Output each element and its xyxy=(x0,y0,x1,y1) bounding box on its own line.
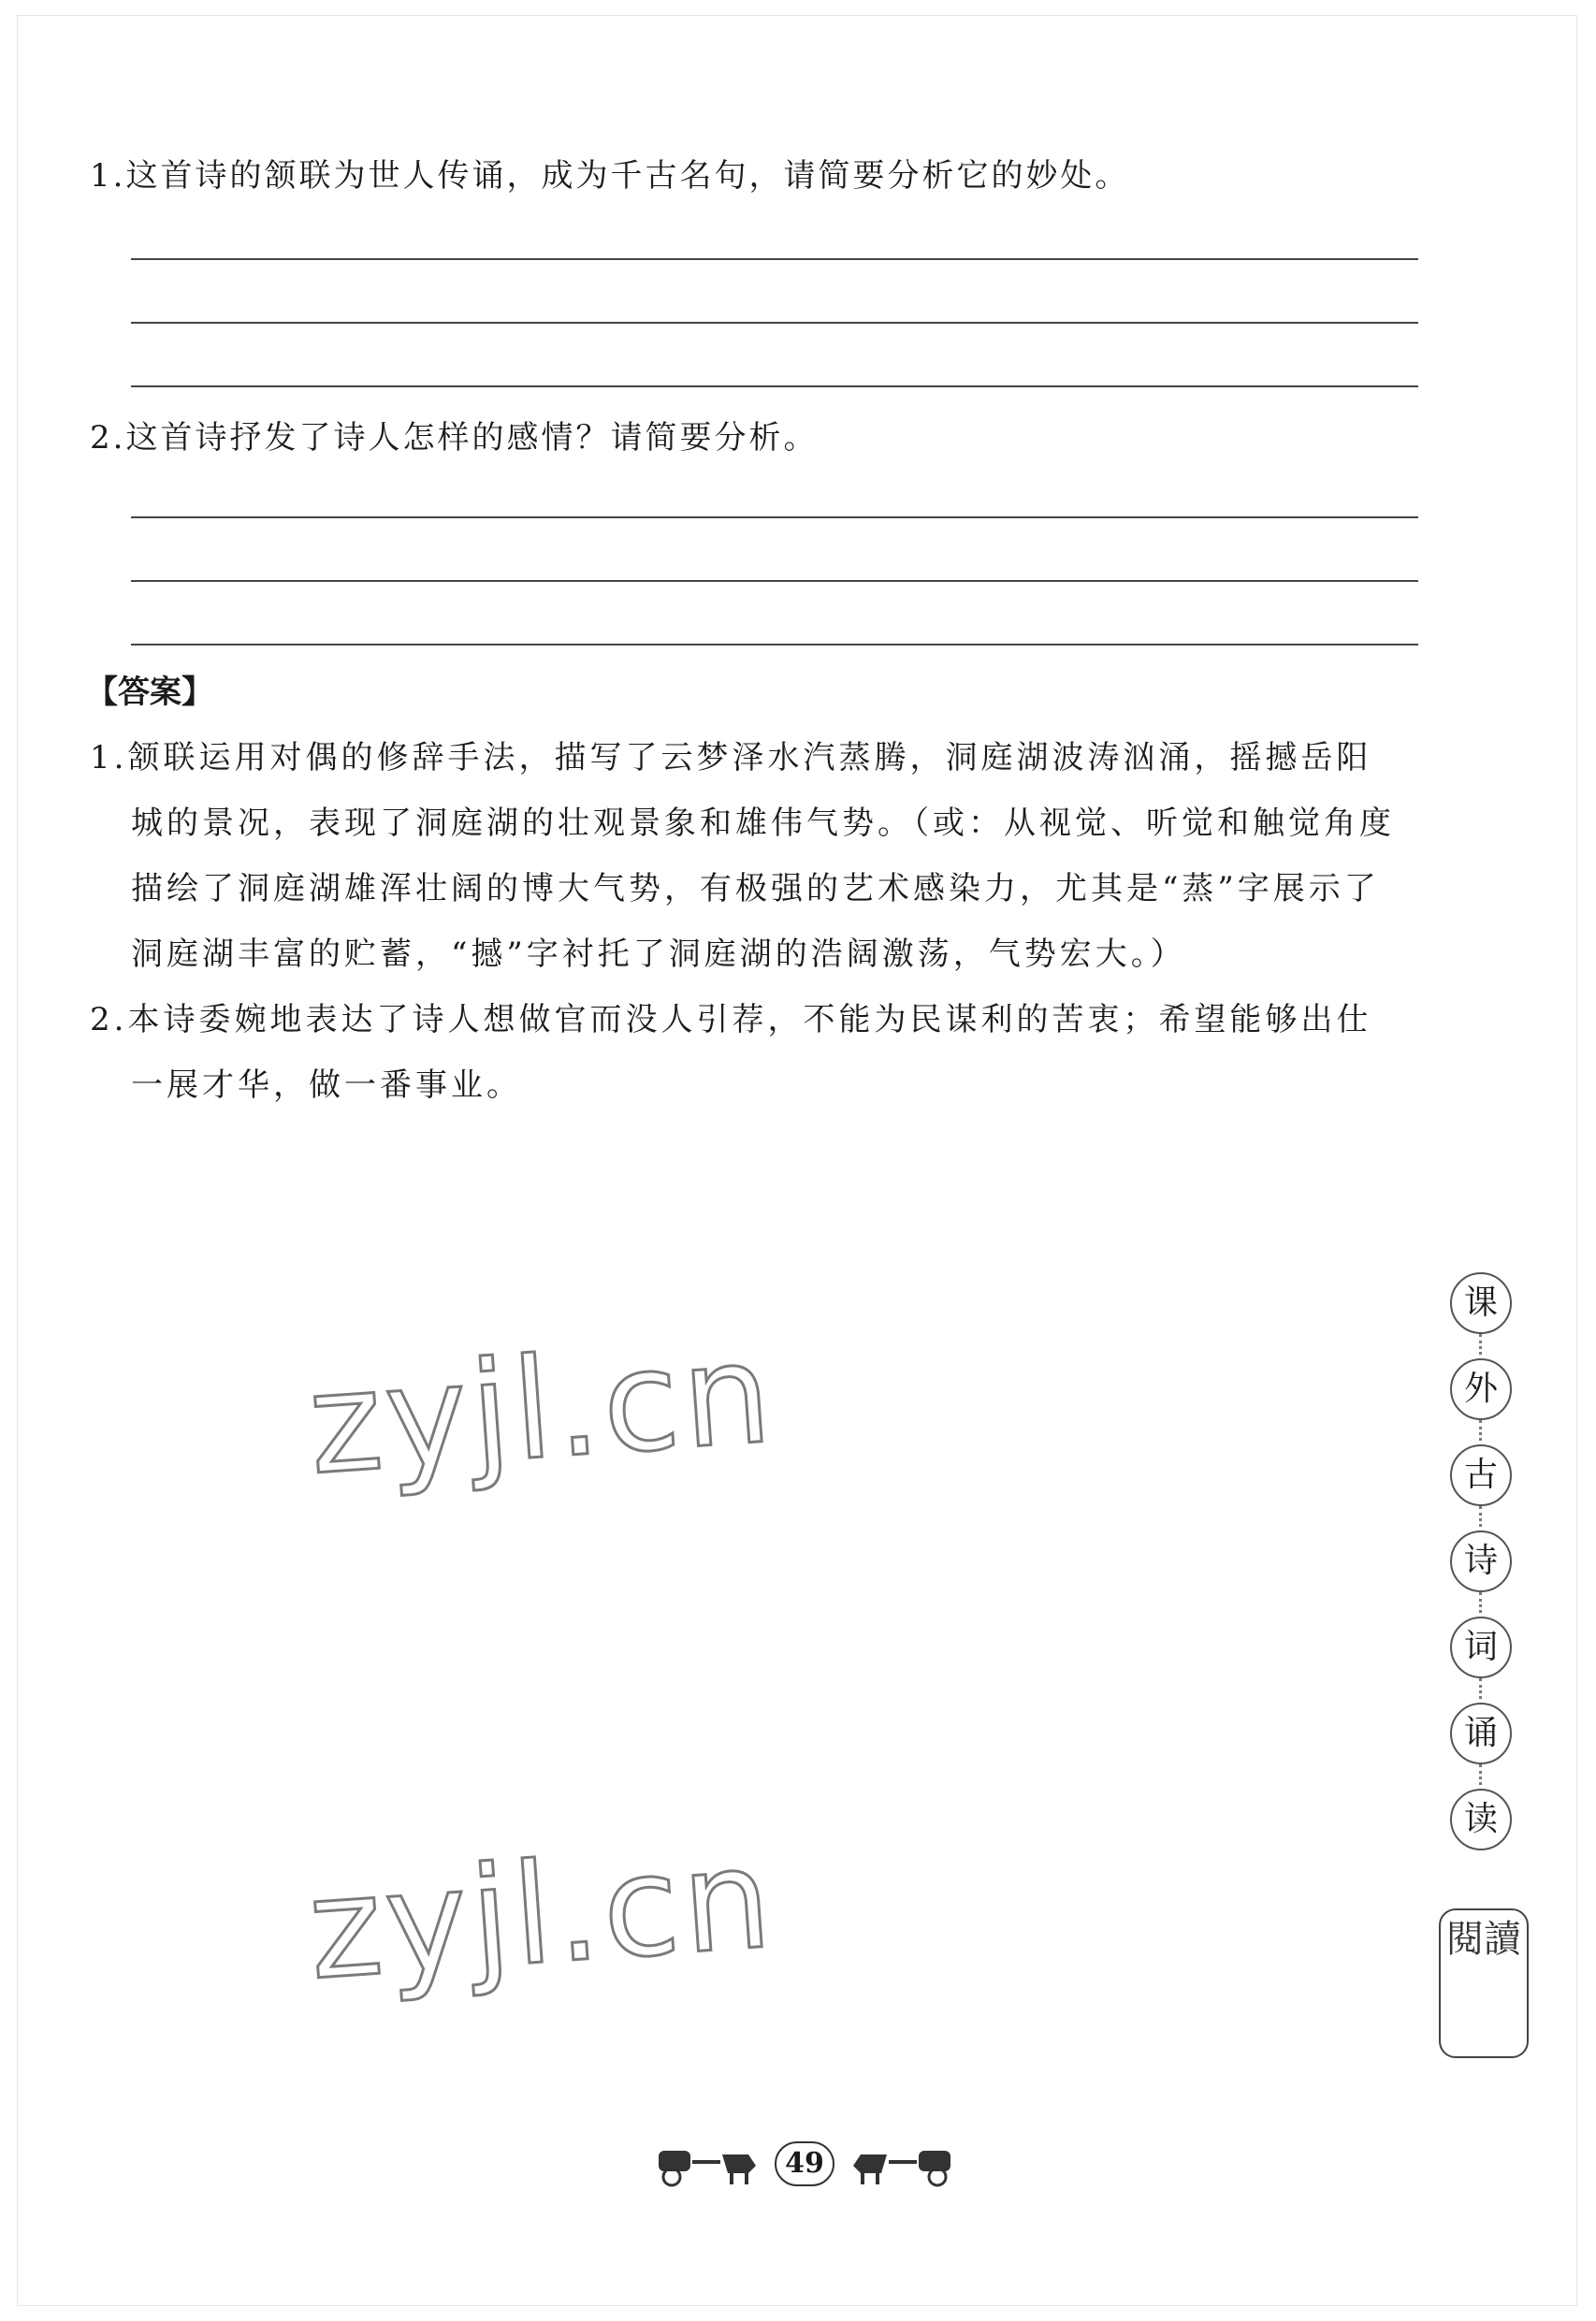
side-divider xyxy=(1479,1678,1484,1699)
side-divider xyxy=(1479,1506,1484,1527)
seal-stamp: 閱讀 xyxy=(1439,1908,1529,2058)
answer-heading: 【答案】 xyxy=(86,674,213,711)
side-title-char: 外 xyxy=(1450,1358,1512,1420)
side-title-char: 古 xyxy=(1450,1444,1512,1506)
side-divider xyxy=(1479,1592,1484,1613)
answer-1-line-2: 城的景况，表现了洞庭湖的壮观景象和雄伟气势。（或：从视觉、听觉和触觉角度 xyxy=(131,805,1395,842)
side-title-char: 词 xyxy=(1450,1617,1512,1678)
answer-line xyxy=(131,322,1418,324)
question-2: 2.这首诗抒发了诗人怎样的感情？请简要分析。 xyxy=(90,419,819,457)
side-divider xyxy=(1479,1334,1484,1355)
answer-line xyxy=(131,644,1418,646)
side-divider xyxy=(1479,1764,1484,1785)
side-divider xyxy=(1479,1420,1484,1441)
answer-2-line-2: 一展才华，做一番事业。 xyxy=(131,1066,522,1104)
page-footer xyxy=(655,2138,954,2203)
question-1: 1.这首诗的颔联为世人传诵，成为千古名句，请简要分析它的妙处。 xyxy=(90,157,1130,195)
answer-1-line-1: 1.颔联运用对偶的修辞手法，描写了云梦泽水汽蒸腾，洞庭湖波涛汹涌，摇撼岳阳 xyxy=(90,739,1372,776)
answer-line xyxy=(131,258,1418,260)
answer-line xyxy=(131,580,1418,582)
watermark: zyjl.cn xyxy=(303,1312,780,1506)
side-title-char: 诵 xyxy=(1450,1703,1512,1764)
side-title-char: 读 xyxy=(1450,1789,1512,1850)
page-number: 49 xyxy=(775,2141,834,2186)
answer-1-line-3: 描绘了洞庭湖雄浑壮阔的博大气势，有极强的艺术感染力，尤其是“蒸”字展示了 xyxy=(131,870,1380,907)
answer-1-line-4: 洞庭湖丰富的贮蓄，“撼”字衬托了洞庭湖的浩阔激荡，气势宏大。） xyxy=(131,936,1186,973)
answer-2-line-1: 2.本诗委婉地表达了诗人想做官而没人引荐，不能为民谋利的苦衷；希望能够出仕 xyxy=(90,1001,1372,1038)
answer-line xyxy=(131,385,1418,387)
side-title-char: 诗 xyxy=(1450,1530,1512,1592)
answer-line xyxy=(131,516,1418,518)
side-title-char: 课 xyxy=(1450,1272,1512,1334)
page-frame xyxy=(17,15,1577,2306)
watermark: zyjl.cn xyxy=(303,1817,780,2011)
